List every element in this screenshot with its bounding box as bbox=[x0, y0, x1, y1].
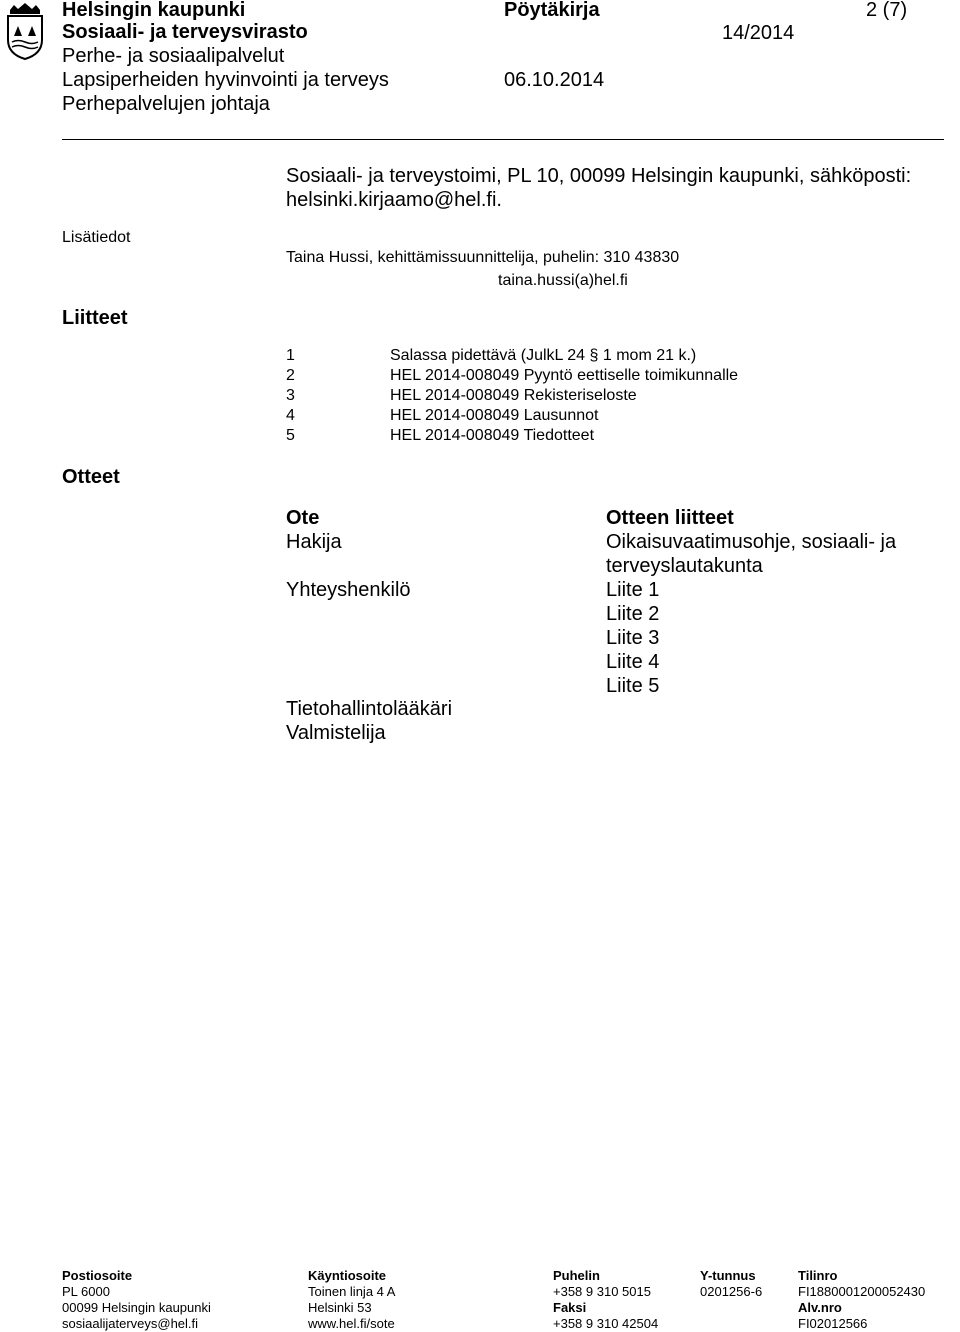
footer-puhelin-1: +358 9 310 5015 bbox=[553, 1284, 651, 1299]
footer-postiosoite-label: Postiosoite bbox=[62, 1268, 133, 1283]
attachment-item-1: Salassa pidettävä (JulkL 24 § 1 mom 21 k.) bbox=[390, 347, 697, 364]
liitteet-heading: Liitteet bbox=[62, 307, 128, 329]
lisatiedot-heading: Lisätiedot bbox=[62, 229, 131, 246]
attachment-item-4: HEL 2014-008049 Lausunnot bbox=[390, 407, 599, 424]
otteet-heading: Otteet bbox=[62, 466, 120, 488]
helsinki-coat-of-arms-logo bbox=[4, 2, 46, 60]
ote-oikaisu-line2: terveyslautakunta bbox=[606, 555, 763, 577]
footer-website-link[interactable]: www.hel.fi/sote bbox=[308, 1316, 395, 1331]
ote-oikaisu-line1: Oikaisuvaatimusohje, sosiaali- ja bbox=[606, 531, 897, 553]
footer-puhelin-label: Puhelin bbox=[553, 1268, 600, 1283]
header-sub1: Perhe- ja sosiaalipalvelut bbox=[62, 45, 285, 67]
attachment-item-2: HEL 2014-008049 Pyyntö eettiselle toimikunnalle bbox=[390, 367, 739, 384]
footer-postiosoite-email[interactable]: sosiaalijaterveys@hel.fi bbox=[62, 1316, 199, 1331]
ote-liite-3: Liite 3 bbox=[606, 627, 660, 649]
header-doc-type: Pöytäkirja bbox=[504, 0, 600, 21]
header-sub3: Perhepalvelujen johtaja bbox=[62, 93, 270, 115]
address-paragraph: Sosiaali- ja terveystoimi, PL 10, 00099 Helsingin kaupunki, sähköposti: helsinki.kirjaamo@hel.fi. bbox=[286, 165, 912, 211]
ote-valmistelija: Valmistelija bbox=[286, 722, 386, 744]
attachment-number-2: 2 bbox=[286, 367, 295, 384]
footer-faksi-1: +358 9 310 42504 bbox=[553, 1316, 659, 1331]
attachment-number-3: 3 bbox=[286, 387, 295, 404]
footer-postiosoite-2: 00099 Helsingin kaupunki bbox=[62, 1300, 211, 1315]
attachment-number-1: 1 bbox=[286, 347, 295, 364]
ote-liite-2: Liite 2 bbox=[606, 603, 660, 625]
header-number: 14/2014 bbox=[722, 22, 795, 44]
header-org: Helsingin kaupunki bbox=[62, 0, 246, 21]
attachment-number-4: 4 bbox=[286, 407, 295, 424]
footer-faksi-label: Faksi bbox=[553, 1300, 587, 1315]
footer-tilinro-1: FI1880001200052430 bbox=[798, 1284, 926, 1299]
ote-tietohallintolaakari: Tietohallintolääkäri bbox=[286, 698, 453, 720]
header-department: Sosiaali- ja terveysvirasto bbox=[62, 21, 308, 43]
otteen-liitteet-column-header: Otteen liitteet bbox=[606, 507, 734, 529]
footer-kayntiosoite-2: Helsinki 53 bbox=[308, 1300, 372, 1315]
ote-liite-1: Liite 1 bbox=[606, 579, 660, 601]
contact-email: taina.hussi(a)hel.fi bbox=[498, 272, 628, 289]
footer-alv-1: FI02012566 bbox=[798, 1316, 868, 1331]
ote-column-header: Ote bbox=[286, 507, 320, 529]
attachment-item-3: HEL 2014-008049 Rekisteriseloste bbox=[390, 387, 637, 404]
attachment-item-5: HEL 2014-008049 Tiedotteet bbox=[390, 427, 595, 444]
header-sub2: Lapsiperheiden hyvinvointi ja terveys bbox=[62, 69, 389, 91]
footer-ytunnus-label: Y-tunnus bbox=[700, 1268, 756, 1283]
ote-hakija: Hakija bbox=[286, 531, 342, 553]
footer-ytunnus-1: 0201256-6 bbox=[700, 1284, 763, 1299]
footer-alv-label: Alv.nro bbox=[798, 1300, 842, 1315]
footer-kayntiosoite-1: Toinen linja 4 A bbox=[308, 1284, 396, 1299]
contact-person: Taina Hussi, kehittämissuunnittelija, puhelin: 310 43830 bbox=[286, 249, 680, 266]
header-divider bbox=[62, 139, 944, 140]
ote-yhteyshenkilo: Yhteyshenkilö bbox=[286, 579, 411, 601]
header-date: 06.10.2014 bbox=[504, 69, 605, 91]
ote-liite-4: Liite 4 bbox=[606, 651, 660, 673]
header-page-number: 2 (7) bbox=[866, 0, 908, 21]
footer-tilinro-label: Tilinro bbox=[798, 1268, 838, 1283]
ote-liite-5: Liite 5 bbox=[606, 675, 660, 697]
footer-kayntiosoite-label: Käyntiosoite bbox=[308, 1268, 387, 1283]
footer-postiosoite-1: PL 6000 bbox=[62, 1284, 110, 1299]
attachment-number-5: 5 bbox=[286, 427, 295, 444]
